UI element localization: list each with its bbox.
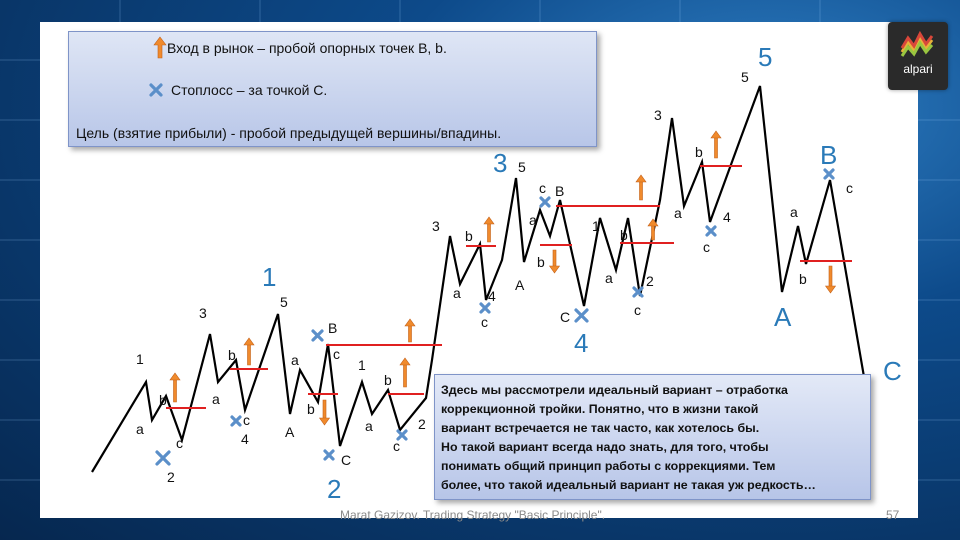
legend-target-text: Цель (взятие прибыли) - пробой предыдущей вершины/впадины.	[76, 125, 502, 141]
wave-label: 2	[646, 273, 654, 289]
major-wave-label: 4	[574, 328, 589, 358]
up-arrow-icon	[711, 131, 721, 158]
legend-entry-text: Вход в рынок – пробой опорных точек B, b.	[167, 40, 447, 56]
major-wave-label: 2	[327, 474, 342, 504]
wave-label: c	[243, 412, 250, 428]
major-wave-label: A	[774, 302, 792, 332]
wave-label: c	[481, 314, 488, 330]
wave-label: 4	[488, 288, 496, 304]
wave-label: b	[465, 228, 473, 244]
note-line: понимать общий принцип работы с коррекциями. Тем	[441, 459, 776, 473]
note-line: более, что такой идеальный вариант не такая уж редкость…	[441, 478, 816, 492]
wave-label: 3	[654, 107, 662, 123]
stoploss-cross-icon	[313, 331, 322, 340]
wave-label: b	[799, 271, 807, 287]
up-arrow-icon	[153, 35, 167, 59]
legend-stoploss-text: Стоплосс – за точкой С.	[171, 82, 328, 98]
wave-label: 4	[723, 209, 731, 225]
major-wave-label: 3	[493, 148, 508, 178]
wave-label: C	[560, 309, 571, 325]
wave-label: 5	[280, 294, 288, 310]
wave-label: c	[393, 438, 400, 454]
wave-label: 3	[199, 305, 207, 321]
wave-label: a	[674, 205, 682, 221]
wave-label: c	[846, 180, 853, 196]
up-arrow-icon	[244, 338, 254, 365]
wave-label: 5	[518, 159, 526, 175]
stoploss-cross-icon	[707, 227, 715, 235]
wave-label: c	[539, 180, 546, 196]
wave-label: 5	[741, 69, 749, 85]
stoploss-cross-icon	[149, 83, 163, 97]
down-arrow-icon	[826, 266, 836, 293]
wave-label: b	[228, 347, 236, 363]
stoploss-cross-icon	[825, 170, 833, 178]
up-arrow-icon	[400, 358, 410, 387]
wave-label: a	[365, 418, 373, 434]
wave-label: c	[703, 239, 710, 255]
page-number: 57	[886, 508, 900, 522]
logo-text: alpari	[903, 62, 933, 76]
note-line: коррекционной тройки. Понятно, что в жизни такой	[441, 402, 759, 416]
wave-label: 3	[432, 218, 440, 234]
wave-label: b	[159, 392, 167, 408]
stoploss-cross-icon	[157, 452, 169, 464]
wave-label: a	[291, 352, 299, 368]
wave-label: a	[453, 285, 461, 301]
wave-label: 1	[592, 218, 600, 234]
wave-label: a	[136, 421, 144, 437]
wave-label: 4	[241, 431, 249, 447]
major-wave-label: B	[820, 140, 838, 170]
wave-label: b	[307, 401, 315, 417]
wave-label: a	[605, 270, 613, 286]
note-line: Но такой вариант всегда надо знать, для того, чтобы	[441, 440, 769, 454]
stoploss-cross-icon	[325, 451, 333, 459]
wave-label: B	[555, 183, 565, 199]
down-arrow-icon	[320, 400, 330, 425]
stoploss-cross-icon	[232, 417, 240, 425]
wave-label: a	[790, 204, 798, 220]
wave-label: b	[384, 372, 392, 388]
wave-label: 1	[358, 357, 366, 373]
wave-label: c	[176, 435, 183, 451]
wave-label: A	[515, 277, 525, 293]
wave-label: B	[328, 320, 338, 336]
wave-label: b	[537, 254, 545, 270]
major-wave-label: 5	[758, 42, 773, 72]
down-arrow-icon	[550, 250, 560, 273]
stoploss-cross-icon	[541, 198, 549, 206]
explanation-note	[434, 374, 871, 500]
wave-label: 2	[167, 469, 175, 485]
footer-text: Marat Gazizov. Trading Strategy "Basic Principle".	[340, 508, 606, 522]
wave-label: a	[529, 212, 537, 228]
major-wave-label: 1	[262, 262, 277, 292]
wave-label: b	[695, 144, 703, 160]
up-arrow-icon	[484, 217, 494, 242]
wave-label: c	[634, 302, 641, 318]
wave-label: A	[285, 424, 295, 440]
wave-label: b	[620, 227, 628, 243]
up-arrow-icon	[405, 319, 415, 342]
wave-label: 2	[418, 416, 426, 432]
major-wave-label: C	[883, 356, 902, 386]
up-arrow-icon	[636, 175, 646, 200]
up-arrow-icon	[170, 373, 180, 402]
wave-label: c	[333, 346, 340, 362]
stoploss-cross-icon	[576, 310, 587, 321]
wave-label: 1	[136, 351, 144, 367]
note-line: Здесь мы рассмотрели идеальный вариант – отработка	[441, 383, 788, 397]
note-line: вариант встречается не так часто, как хотелось бы.	[441, 421, 760, 435]
legend-box	[68, 31, 597, 147]
stoploss-cross-icon	[481, 304, 489, 312]
wave-label: a	[212, 391, 220, 407]
wave-label: C	[341, 452, 352, 468]
